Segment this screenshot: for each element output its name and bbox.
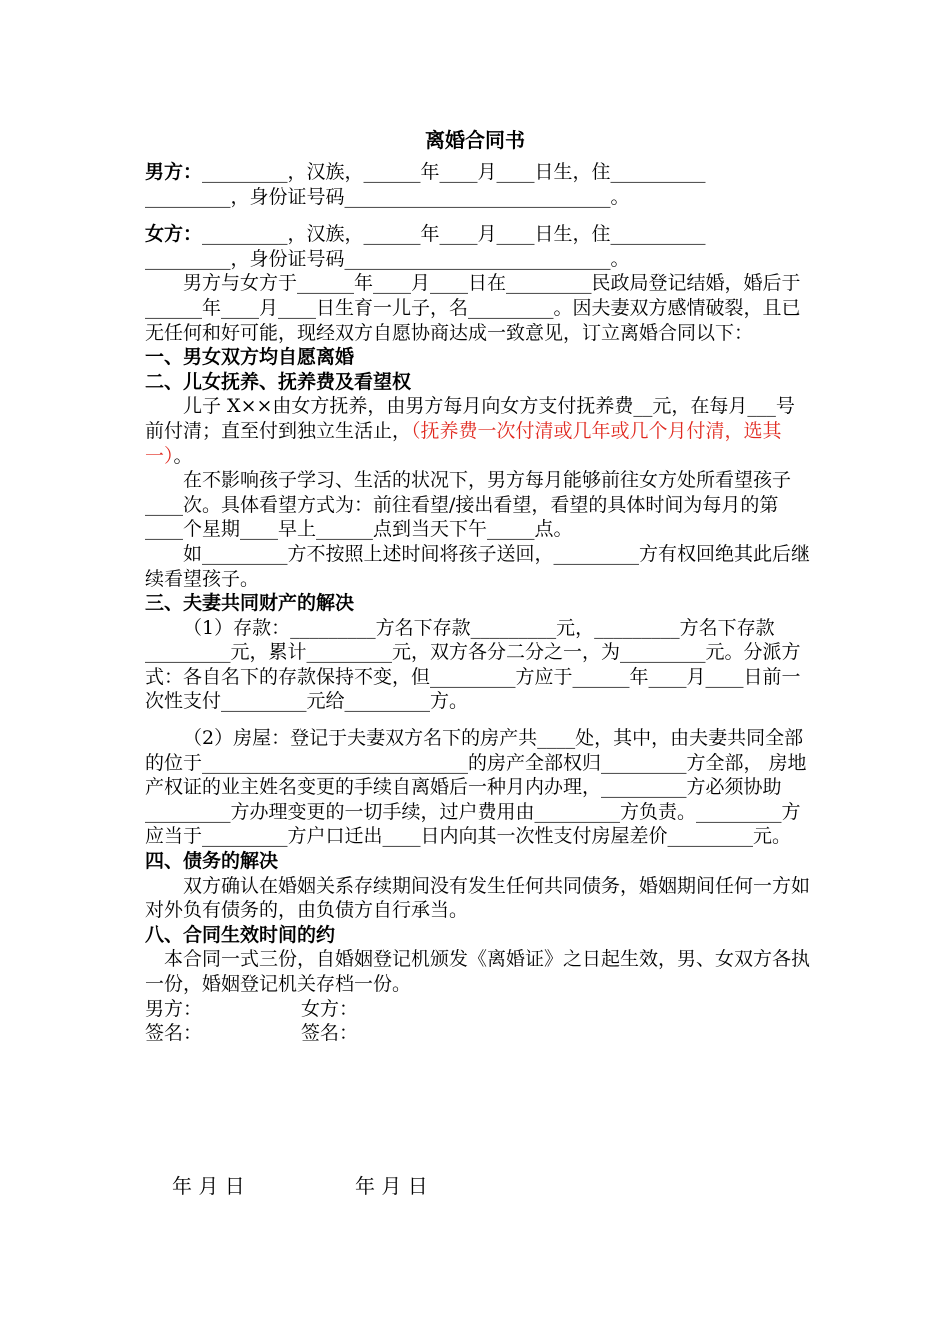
female-line1: _________，汉族，______年____月____日生，住__________	[202, 223, 706, 246]
date-male: 年 月 日	[172, 1174, 245, 1198]
section-heading-2: 二、儿女抚养、抚养费及看望权	[145, 370, 412, 393]
female-info-2: _________，身份证号码____________________________。	[145, 247, 630, 270]
party-row	[145, 997, 810, 1022]
sig-male-label: 男方：	[145, 997, 203, 1020]
debt-paragraph: 双方确认在婚姻关系存续期间没有发生任何共同债务，婚姻期间任何一方如对外负有债务的，由负债方自行承当。	[145, 874, 811, 922]
sig-female-label: 女方：	[301, 997, 359, 1020]
custody-end: 。	[173, 444, 193, 467]
male-info-2: _________，身份证号码____________________________。	[145, 185, 630, 208]
document-title: 离婚合同书	[425, 128, 525, 152]
visitation-paragraph: 在不影响孩子学习、生活的状况下，男方每月能够前往女方处所看望孩子____次。具体看望方式为：前往看望/接出看望，看望的具体时间为每月的第____个星期____早上______点到当天下午_____点。	[145, 469, 792, 541]
intro-paragraph: 男方与女方于______年____月____日在_________民政局登记结婚，婚后于______年____月____日生育一儿子，名_________。因夫妻双方感情破裂，且已无任何和好可能，现经双方自愿协商达成一致意见，订立离婚合同以下：	[145, 272, 801, 344]
section-heading-8: 八、合同生效时间的约	[145, 923, 336, 946]
visitation-refusal-paragraph: 如_________方不按照上述时间将孩子送回，_________方有权回绝其此后继续看望孩子。	[145, 542, 811, 590]
custody-paragraph	[145, 394, 810, 468]
male-label: 男方：	[145, 161, 203, 183]
deposit-paragraph: （1）存款：_________方名下存款_________元，_________方名下存款_________元，累计_________元，双方各分二分之一，为_________元。分派方式：各自名下的存款保持不变，但_________方应于______年____月____日前一次性支付_________元给_________方。	[145, 616, 801, 713]
property-paragraph: （2）房屋：登记于夫妻双方名下的房产共____处，其中，由夫妻共同全部的位于____________________________的房产全部权归_________方全部， 房地产权证的业主姓名变更的手续自离婚后一种月内办理，_________方必须协助_________方办理变更的一切手续，过户费用由_________方负责。_________方应当于_________方户口迁出____日内向其一次性支付房屋差价_________元。	[145, 727, 807, 848]
date-row	[172, 1170, 428, 1199]
date-female: 年 月 日	[355, 1174, 428, 1198]
section-heading-4: 四、债务的解决	[145, 850, 279, 873]
male-line1: _________，汉族，______年____月____日生，住__________	[202, 161, 706, 183]
section-heading-3: 三、夫妻共同财产的解决	[145, 592, 355, 615]
female-label: 女方：	[145, 223, 203, 246]
effective-paragraph: 本合同一式三份，自婚姻登记机颁发《离婚证》之日起生效，男、女双方各执一份，婚姻登记机关存档一份。	[145, 948, 811, 995]
signature-row	[145, 1021, 810, 1046]
sig-male-sign: 签名：	[145, 1022, 203, 1045]
section-heading-1: 一、男女双方均自愿离婚	[145, 346, 355, 369]
document-body	[145, 160, 810, 1046]
male-info	[145, 160, 810, 185]
custody-note: （抚养费一次付清或几年或几个月付清，选其一）	[145, 419, 782, 467]
sig-female-sign: 签名：	[301, 1022, 359, 1045]
custody-text: 儿子 X××由女方抚养，由男方每月向女方支付抚养费__元，在每月___号前付清；直至付到独立生活止，	[145, 395, 795, 442]
female-info	[145, 222, 810, 247]
